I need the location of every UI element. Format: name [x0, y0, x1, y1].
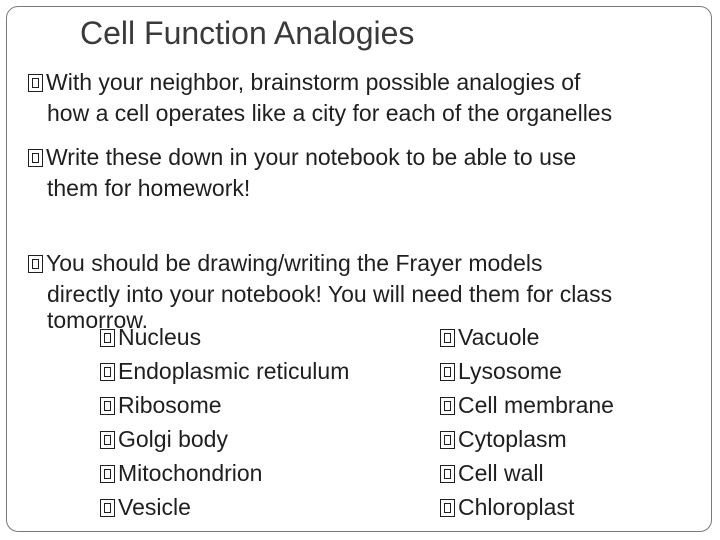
bullet-frayer	[28, 248, 708, 333]
box-bullet-icon	[440, 397, 455, 415]
organelle-item: Lysosome	[440, 354, 614, 388]
bullet-brainstorm	[28, 67, 708, 129]
box-bullet-icon	[440, 363, 455, 381]
slide-title: Cell Function Analogies	[80, 15, 415, 51]
organelle-item: Vacuole	[440, 320, 614, 354]
box-bullet-icon	[440, 431, 455, 449]
organelle-item: Golgi body	[100, 422, 349, 456]
organelle-item: Cytoplasm	[440, 422, 614, 456]
box-bullet-icon	[100, 363, 115, 381]
box-bullet-icon	[28, 74, 43, 92]
bullet-line: You should be drawing/writing the Frayer models	[28, 248, 708, 279]
organelle-item: Cell wall	[440, 456, 614, 490]
box-bullet-icon	[440, 465, 455, 483]
box-bullet-icon	[28, 149, 43, 167]
bullet-line: With your neighbor, brainstorm possible analogies of	[28, 67, 708, 98]
box-bullet-icon	[100, 465, 115, 483]
bullet-line: tomorrow.	[47, 307, 148, 333]
box-bullet-icon	[100, 499, 115, 517]
organelle-item: Nucleus	[100, 320, 349, 354]
bullet-line: them for homework!	[47, 175, 251, 201]
box-bullet-icon	[440, 329, 455, 347]
organelle-list-right	[440, 320, 614, 524]
bullet-line: directly into your notebook! You will need them for class	[47, 281, 613, 307]
organelle-item: Cell membrane	[440, 388, 614, 422]
organelle-item: Chloroplast	[440, 490, 614, 524]
organelle-item: Vesicle	[100, 490, 349, 524]
bullet-line: how a cell operates like a city for each of the organelles	[47, 100, 613, 126]
box-bullet-icon	[440, 499, 455, 517]
box-bullet-icon	[100, 329, 115, 347]
organelle-item: Ribosome	[100, 388, 349, 422]
bullet-line: Write these down in your notebook to be able to use	[28, 142, 708, 173]
organelle-list-left	[100, 320, 349, 524]
bullet-notebook	[28, 142, 708, 204]
box-bullet-icon	[100, 431, 115, 449]
organelle-item: Endoplasmic reticulum	[100, 354, 349, 388]
organelle-item: Mitochondrion	[100, 456, 349, 490]
box-bullet-icon	[28, 255, 43, 273]
box-bullet-icon	[100, 397, 115, 415]
